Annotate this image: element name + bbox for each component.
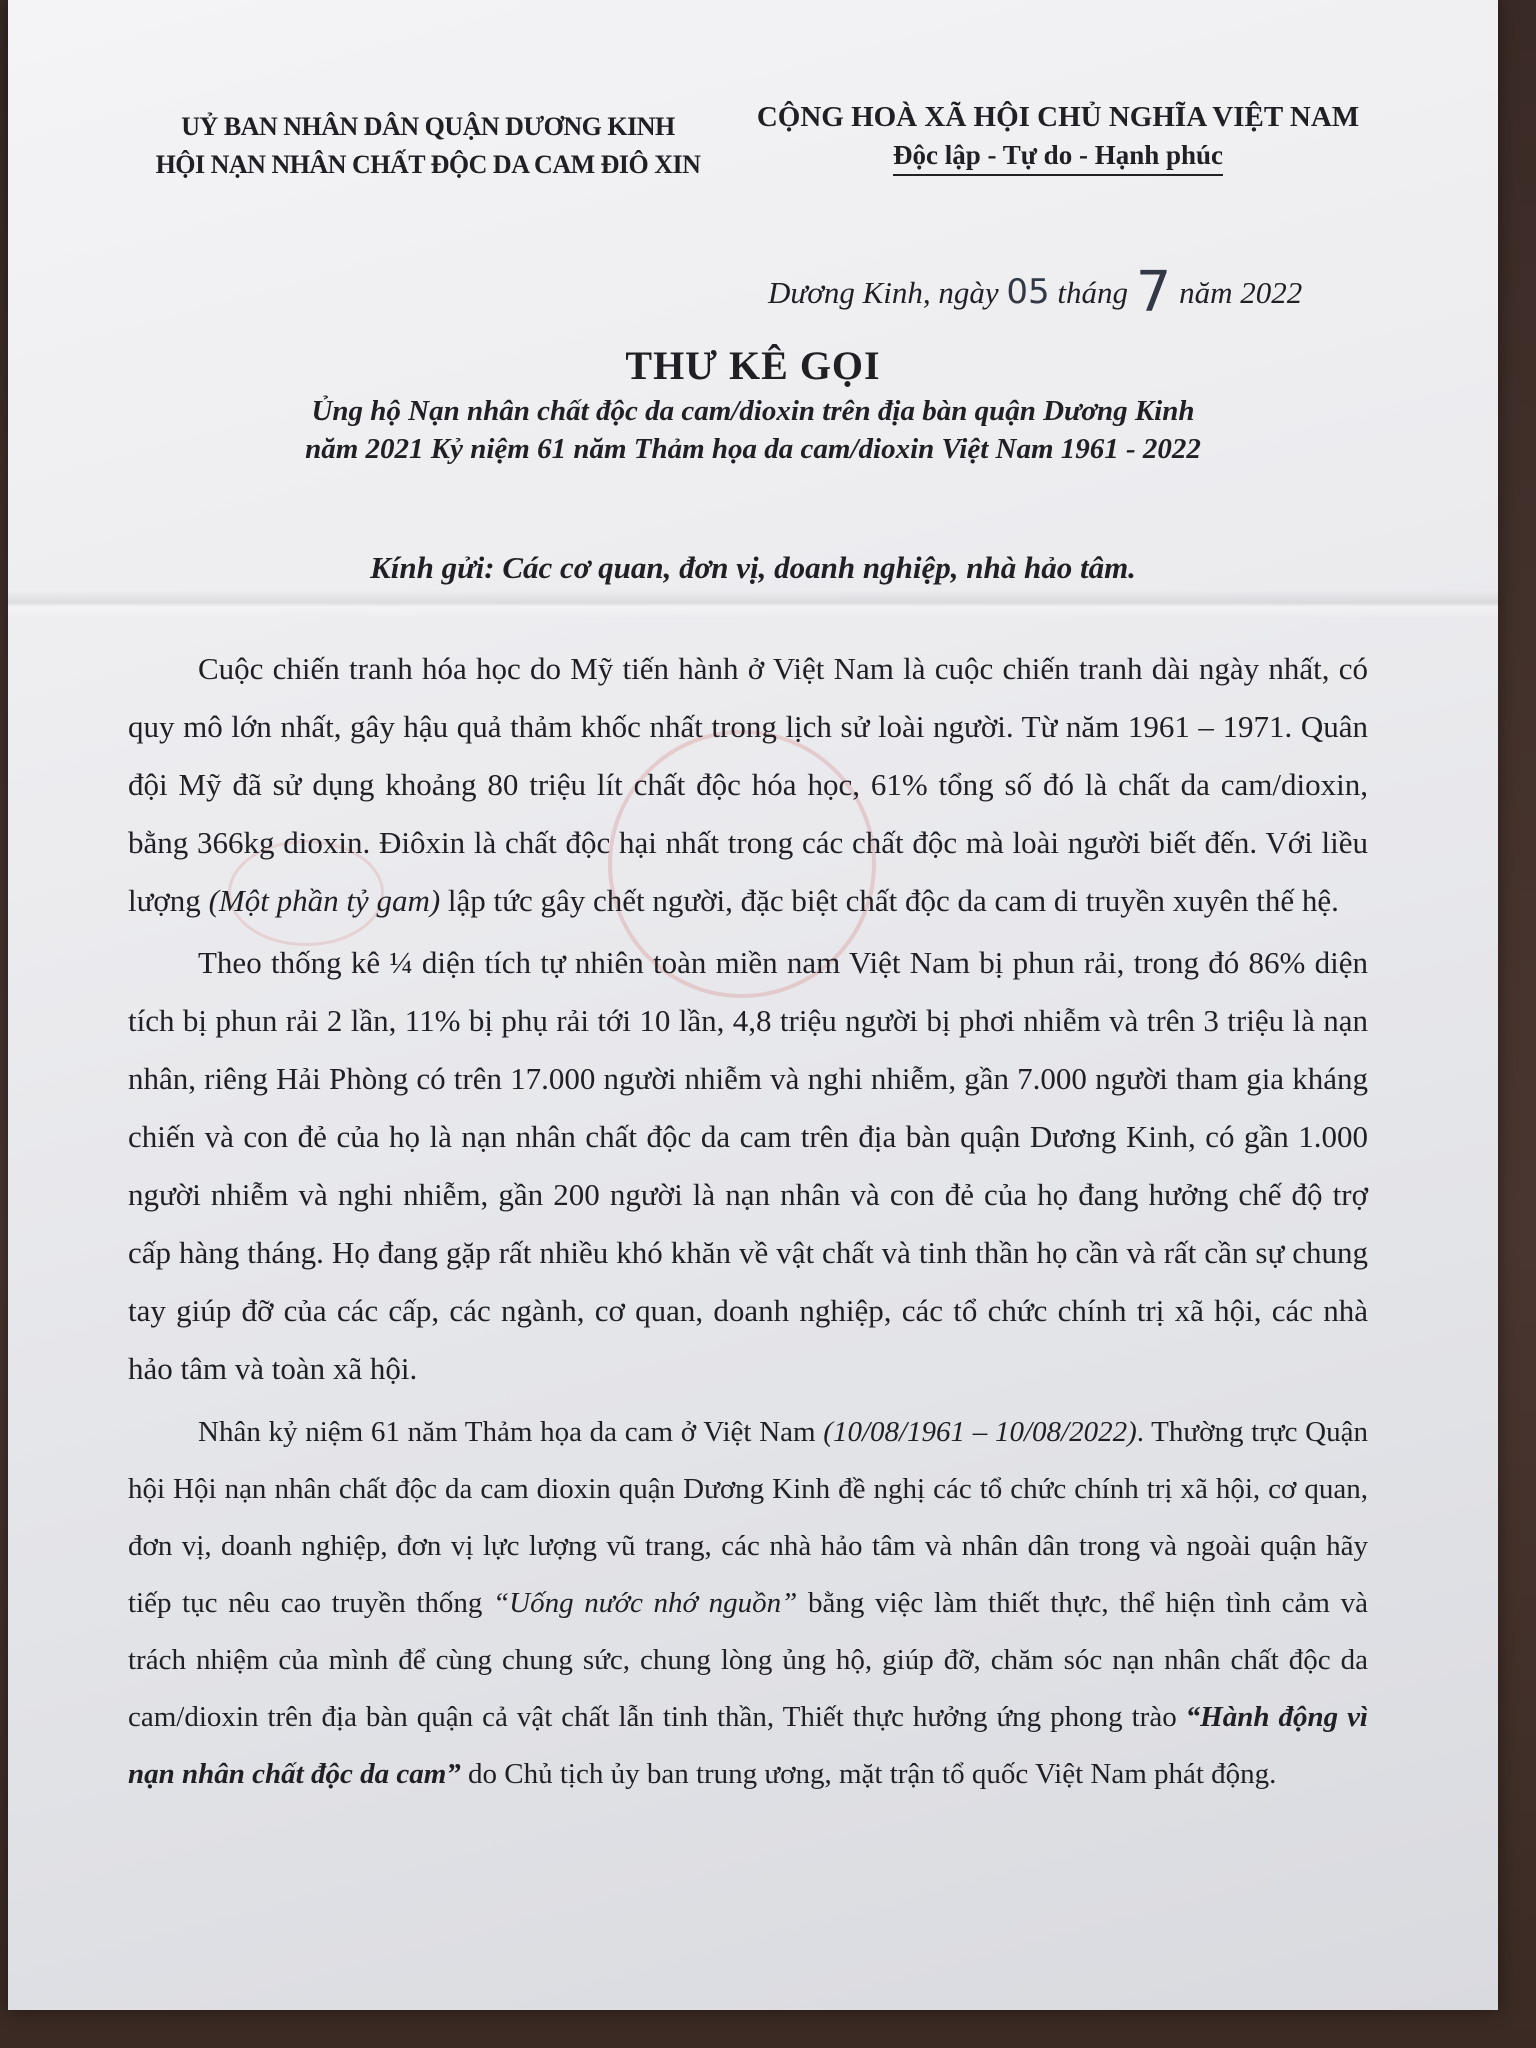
paragraph-1-text-b: lập tức gây chết người, đặc biệt chất độc da cam di truyền xuyên thế hệ. [440, 883, 1339, 918]
letter-title: THƯ KÊ GỌI [625, 343, 881, 388]
paragraph-3-text-b: . Thường trực Quận hội Hội nạn nhân chất độc da cam dioxin quận Dương Kinh đề nghị các tổ chức chính trị xã hội, cơ quan, đơn vị, doanh nghiệp, đơn vị lực lượng vũ trang, các nhà hảo tâm và nhân dân trong và ngoài quận hãy tiếp tục nêu cao truyền thống [128, 1416, 1368, 1619]
subtitle-line-1: Ủng hộ Nạn nhân chất độc da cam/dioxin trên địa bàn quận Dương Kinh [311, 395, 1195, 427]
handwritten-day: 05 [1006, 272, 1050, 312]
paragraph-3-text-d: do Chủ tịch ủy ban trung ương, mặt trận tổ quốc Việt Nam phát động. [460, 1758, 1277, 1790]
paragraph-3-movement-name: “Hành động vì nạn nhân chất độc da cam” [128, 1701, 1368, 1790]
country-name: CỘNG HOÀ XÃ HỘI CHỦ NGHĨA VIỆT NAM [756, 101, 1360, 133]
dateline-year: năm 2022 [1179, 275, 1303, 310]
issuing-agency-header [138, 108, 718, 184]
paragraph-1-text-a: Cuộc chiến tranh hóa học do Mỹ tiến hành ở Việt Nam là cuộc chiến tranh dài ngày nhất, có quy mô lớn nhất, gây hậu quả thảm khốc nhất trong lịch sử loài người. Từ năm 1961 – 1971. Quân đội Mỹ đã sử dụng khoảng 80 triệu lít chất độc hóa học, 61% tổng số đó là chất da cam/dioxin, bằng 366kg dioxin. Điôxin là chất độc hại nhất trong các chất độc mà loài người biết đến. Với liều lượng [128, 651, 1368, 918]
handwritten-month: 7 [1135, 260, 1172, 325]
national-motto-header [728, 98, 1388, 176]
paragraph-3 [128, 1404, 1368, 1803]
paragraph-1-italic: (Một phần tỷ gam) [208, 883, 441, 918]
paragraph-3-text-a: Nhân kỷ niệm 61 năm Thảm họa da cam ở Việt Nam [198, 1416, 824, 1448]
paragraph-3-dates: (10/08/1961 – 10/08/2022) [823, 1416, 1137, 1448]
paragraph-1 [128, 640, 1368, 930]
dateline-month-label: tháng [1057, 275, 1129, 310]
dateline-place: Dương Kinh, ngày [768, 275, 999, 310]
agency-line-2: HỘI NẠN NHÂN CHẤT ĐỘC DA CAM ĐIÔ XIN [155, 150, 701, 179]
paragraph-2: Theo thống kê ¼ diện tích tự nhiên toàn miền nam Việt Nam bị phun rải, trong đó 86% diện tích bị phun rải 2 lần, 11% bị phụ rải tới 10 lần, 4,8 triệu người bị phơi nhiễm và trên 3 triệu là nạn nhân, riêng Hải Phòng có trên 17.000 người nhiễm và nghi nhiễm, gần 7.000 người tham gia kháng chiến và con đẻ của họ là nạn nhân chất độc da cam trên địa bàn quận Dương Kinh, có gần 1.000 người nhiễm và nghi nhiễm, gần 200 người là nạn nhân và con đẻ của họ đang hưởng chế độ trợ cấp hàng tháng. Họ đang gặp rất nhiều khó khăn về vật chất và tinh thần họ cần và rất cần sự chung tay giúp đỡ của các cấp, các ngành, cơ quan, doanh nghiệp, các tổ chức chính trị xã hội, các nhà hảo tâm và toàn xã hội. [128, 945, 1368, 1386]
recipient-greeting: Kính gửi: Các cơ quan, đơn vị, doanh nghiệp, nhà hảo tâm. [370, 550, 1136, 585]
national-motto: Độc lập - Tự do - Hạnh phúc [893, 138, 1223, 176]
paragraph-3-text-c: bằng việc làm thiết thực, thể hiện tình cảm và trách nhiệm của mình để cùng chung sức, chung lòng ủng hộ, giúp đỡ, chăm sóc nạn nhân chất độc da cam/dioxin trên địa bàn quận cả vật chất lẫn tinh thần, Thiết thực hưởng ứng phong trào [128, 1587, 1368, 1733]
letter-subtitle [158, 392, 1348, 468]
paragraph-3-tradition-quote: “Uống nước nhớ nguồn” [493, 1587, 798, 1619]
dateline [768, 252, 1408, 325]
agency-line-1: UỶ BAN NHÂN DÂN QUẬN DƯƠNG KINH [181, 112, 675, 141]
paper-fold-crease [8, 590, 1498, 618]
letter-paper [8, 0, 1498, 2010]
letter-body [128, 640, 1368, 1803]
subtitle-line-2: năm 2021 Kỷ niệm 61 năm Thảm họa da cam/dioxin Việt Nam 1961 - 2022 [305, 433, 1201, 465]
